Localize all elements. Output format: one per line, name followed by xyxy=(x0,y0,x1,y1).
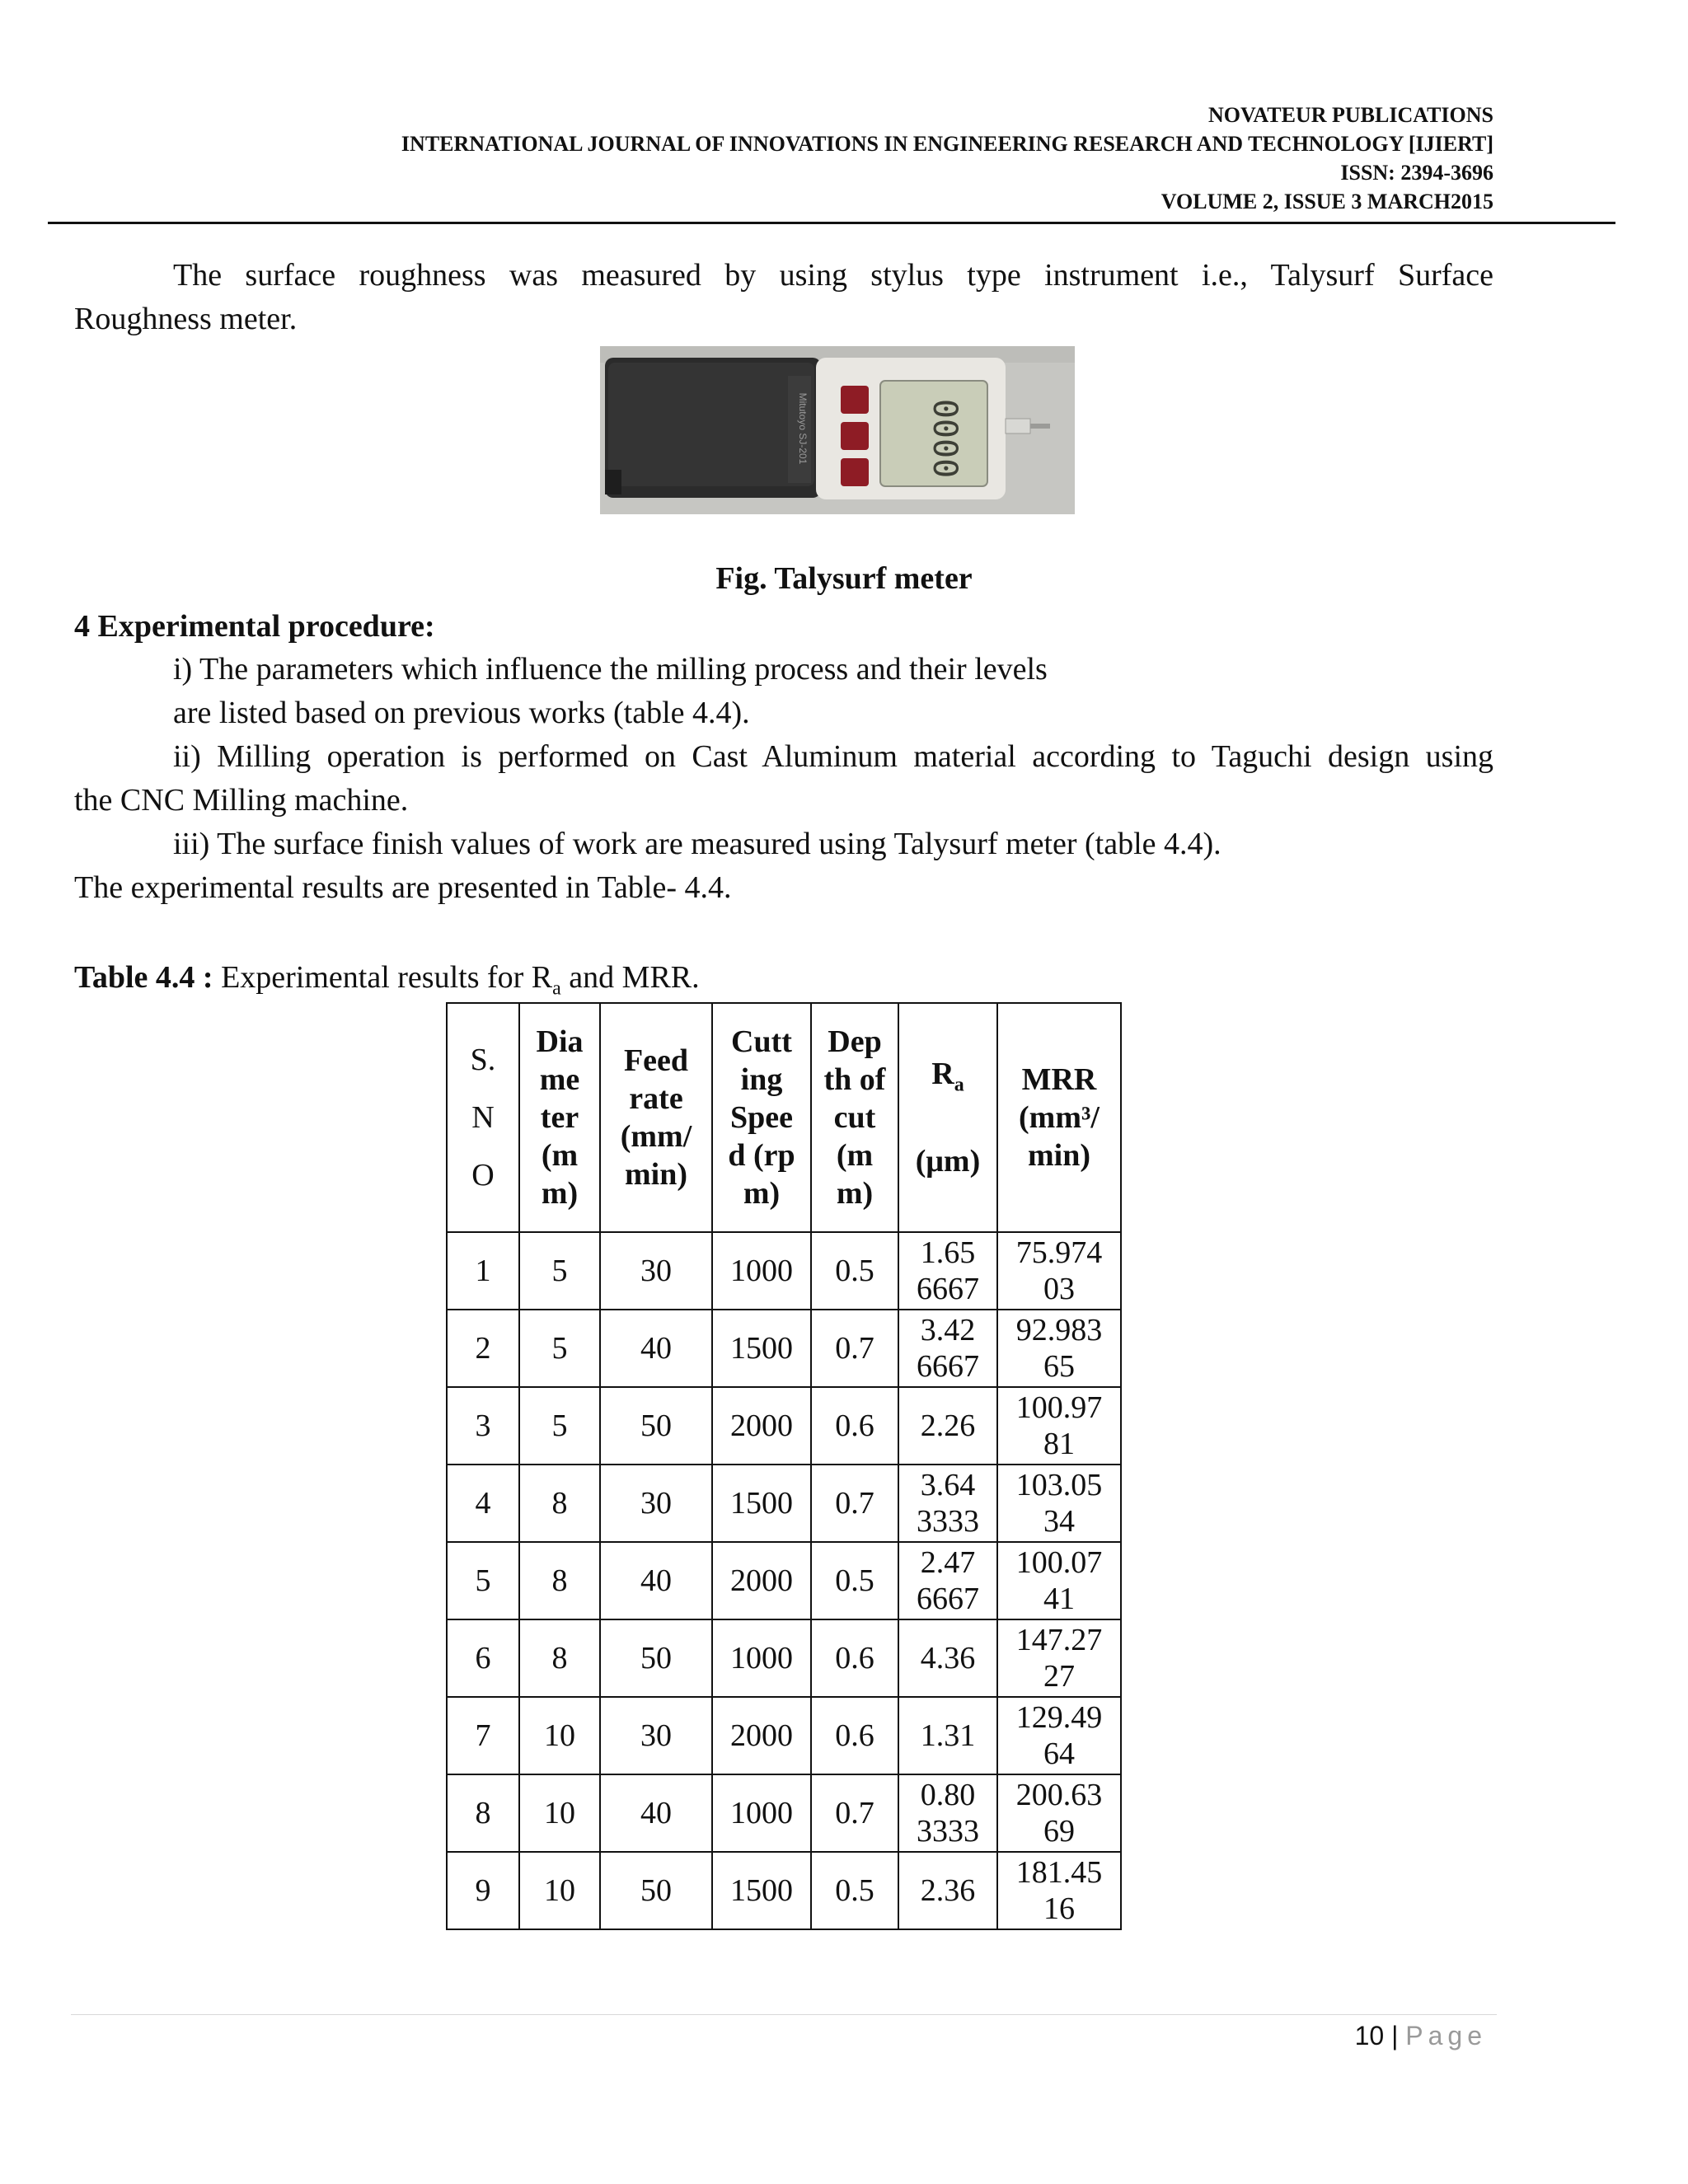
cell-feed-rate: 40 xyxy=(600,1310,712,1387)
cell-sno: 8 xyxy=(447,1774,519,1852)
lcd-readout: 0000 xyxy=(926,398,964,479)
cell-cutting-speed: 2000 xyxy=(712,1542,811,1619)
cell-diameter: 8 xyxy=(519,1465,600,1542)
table-row xyxy=(447,1697,1121,1774)
table-header-row xyxy=(447,1003,1121,1232)
table-caption: Table 4.4 : Experimental results for $R_a$ and MRR. xyxy=(74,960,700,1000)
cell-sno: 4 xyxy=(447,1465,519,1542)
cell-cutting-speed: 1000 xyxy=(712,1232,811,1310)
cell-diameter: 5 xyxy=(519,1310,600,1387)
intro-line-2: Roughness meter. xyxy=(74,302,298,336)
cell-mrr: 181.45 16 xyxy=(997,1852,1121,1929)
cell-cutting-speed: 2000 xyxy=(712,1387,811,1465)
cell-diameter: 5 xyxy=(519,1232,600,1310)
talysurf-meter-image xyxy=(600,346,1075,514)
cell-depth-of-cut: 0.7 xyxy=(811,1774,898,1852)
header-depth-of-cut: Dep th of cut (m m) xyxy=(811,1003,898,1232)
table-row xyxy=(447,1542,1121,1619)
header-diameter: Dia me ter (m m) xyxy=(519,1003,600,1232)
cell-sno: 7 xyxy=(447,1697,519,1774)
cell-feed-rate: 40 xyxy=(600,1774,712,1852)
cell-diameter: 10 xyxy=(519,1697,600,1774)
cell-sno: 1 xyxy=(447,1232,519,1310)
section-title: 4 Experimental procedure: xyxy=(74,609,435,644)
cell-diameter: 10 xyxy=(519,1774,600,1852)
volume-issue: VOLUME 2, ISSUE 3 MARCH2015 xyxy=(1160,190,1493,213)
cell-ra: 2.47 6667 xyxy=(898,1542,997,1619)
cell-diameter: 8 xyxy=(519,1619,600,1697)
page-footer: 10 | Page xyxy=(1354,2021,1487,2050)
cell-mrr: 92.983 65 xyxy=(997,1310,1121,1387)
header-sno: S. N O xyxy=(447,1003,519,1232)
cell-mrr: 100.97 81 xyxy=(997,1387,1121,1465)
cell-ra: 2.36 xyxy=(898,1852,997,1929)
cell-depth-of-cut: 0.6 xyxy=(811,1387,898,1465)
cell-feed-rate: 30 xyxy=(600,1697,712,1774)
footer-divider xyxy=(71,2014,1497,2015)
cell-cutting-speed: 1000 xyxy=(712,1774,811,1852)
cell-feed-rate: 30 xyxy=(600,1232,712,1310)
step-1-line-1: i) The parameters which influence the milling process and their levels xyxy=(173,652,1048,687)
cell-feed-rate: 50 xyxy=(600,1387,712,1465)
step-3: iii) The surface finish values of work are measured using Talysurf meter (table 4.4). xyxy=(173,827,1221,861)
cell-cutting-speed: 1500 xyxy=(712,1310,811,1387)
cell-depth-of-cut: 0.5 xyxy=(811,1542,898,1619)
header-ra: $R_a$ (μm) xyxy=(898,1003,997,1232)
cell-sno: 9 xyxy=(447,1852,519,1929)
cell-diameter: 10 xyxy=(519,1852,600,1929)
step-2-line-1: ii) Milling operation is performed on Cast Aluminum material according to Taguchi design using xyxy=(173,739,1493,774)
step-2-line-2: the CNC Milling machine. xyxy=(74,783,409,818)
cell-ra: 1.31 xyxy=(898,1697,997,1774)
cell-depth-of-cut: 0.7 xyxy=(811,1310,898,1387)
cell-ra: 3.42 6667 xyxy=(898,1310,997,1387)
issn: ISSN: 2394-3696 xyxy=(1340,161,1493,185)
cell-mrr: 200.63 69 xyxy=(997,1774,1121,1852)
cell-mrr: 75.974 03 xyxy=(997,1232,1121,1310)
cell-diameter: 5 xyxy=(519,1387,600,1465)
cell-feed-rate: 50 xyxy=(600,1852,712,1929)
cell-feed-rate: 30 xyxy=(600,1465,712,1542)
svg-text:Mitutoyo SJ-201: Mitutoyo SJ-201 xyxy=(797,392,809,465)
cell-ra: 4.36 xyxy=(898,1619,997,1697)
cell-mrr: 129.49 64 xyxy=(997,1697,1121,1774)
journal-header xyxy=(401,101,1493,216)
cell-depth-of-cut: 0.6 xyxy=(811,1619,898,1697)
cell-sno: 3 xyxy=(447,1387,519,1465)
cell-ra: 1.65 6667 xyxy=(898,1232,997,1310)
table-row xyxy=(447,1852,1121,1929)
journal-name: INTERNATIONAL JOURNAL OF INNOVATIONS IN ENGINEERING RESEARCH AND TECHNOLOGY [IJIERT] xyxy=(401,132,1493,156)
publisher-name: NOVATEUR PUBLICATIONS xyxy=(1207,103,1493,127)
cell-sno: 6 xyxy=(447,1619,519,1697)
cell-depth-of-cut: 0.5 xyxy=(811,1232,898,1310)
step-1-line-2: are listed based on previous works (table 4.4). xyxy=(173,696,750,730)
experimental-results-table xyxy=(446,1002,1122,1930)
cell-cutting-speed: 1000 xyxy=(712,1619,811,1697)
header-feed-rate: Feed rate (mm/ min) xyxy=(600,1003,712,1232)
cell-feed-rate: 50 xyxy=(600,1619,712,1697)
cell-ra: 3.64 3333 xyxy=(898,1465,997,1542)
header-divider xyxy=(48,222,1615,224)
cell-feed-rate: 40 xyxy=(600,1542,712,1619)
intro-line-1: The surface roughness was measured by using stylus type instrument i.e., Talysurf Surface xyxy=(173,258,1493,293)
cell-ra: 0.80 3333 xyxy=(898,1774,997,1852)
page-label: Page xyxy=(1405,2021,1487,2050)
cell-depth-of-cut: 0.6 xyxy=(811,1697,898,1774)
cell-sno: 2 xyxy=(447,1310,519,1387)
cell-cutting-speed: 2000 xyxy=(712,1697,811,1774)
cell-diameter: 8 xyxy=(519,1542,600,1619)
cell-mrr: 147.27 27 xyxy=(997,1619,1121,1697)
table-body xyxy=(447,1232,1121,1929)
cell-ra: 2.26 xyxy=(898,1387,997,1465)
table-row xyxy=(447,1619,1121,1697)
cell-cutting-speed: 1500 xyxy=(712,1465,811,1542)
talysurf-meter-drawing xyxy=(600,346,1075,514)
cell-depth-of-cut: 0.5 xyxy=(811,1852,898,1929)
table-row xyxy=(447,1387,1121,1465)
results-summary: The experimental results are presented in Table- 4.4. xyxy=(74,870,732,905)
header-cutting-speed: Cutt ing Spee d (rp m) xyxy=(712,1003,811,1232)
table-row xyxy=(447,1310,1121,1387)
figure-caption: Fig. Talysurf meter xyxy=(715,561,973,596)
header-mrr: MRR (mm³/ min) xyxy=(997,1003,1121,1232)
cell-mrr: 100.07 41 xyxy=(997,1542,1121,1619)
cell-cutting-speed: 1500 xyxy=(712,1852,811,1929)
cell-sno: 5 xyxy=(447,1542,519,1619)
cell-mrr: 103.05 34 xyxy=(997,1465,1121,1542)
table-row xyxy=(447,1774,1121,1852)
table-row xyxy=(447,1232,1121,1310)
table-row xyxy=(447,1465,1121,1542)
page-number: 10 xyxy=(1354,2021,1385,2050)
cell-depth-of-cut: 0.7 xyxy=(811,1465,898,1542)
